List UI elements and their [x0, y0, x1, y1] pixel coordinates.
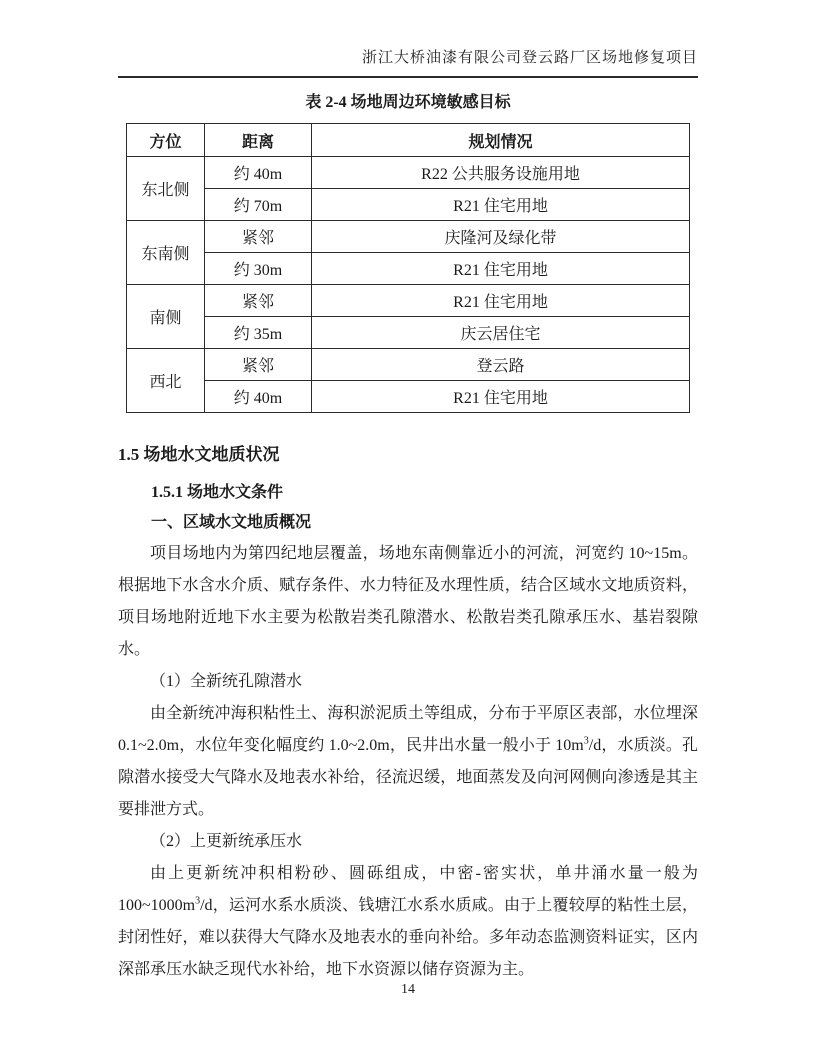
paragraph-confined-water	[118, 858, 698, 986]
planning-cell: R22 公共服务设施用地	[312, 157, 690, 189]
table-row	[127, 349, 690, 381]
table-caption: 表 2-4 场地周边环境敏感目标	[305, 94, 511, 111]
superscript: 3	[195, 895, 201, 907]
paragraph-text: /d，运河水系水质淡、钱塘江水系水质咸。由于上覆较厚的粘性土层，封闭性好，难以获得大气降水及地表水的垂向补给。多年动态监测资料证实，区内深部承压水缺乏现代水补给，地下水资源以储存资源为主。	[118, 897, 698, 978]
direction-cell: 东南侧	[127, 221, 205, 285]
table-row	[127, 285, 690, 317]
page-number: 14	[401, 982, 415, 997]
list-item-title-phreatic-water: （1）全新统孔隙潜水	[150, 673, 303, 690]
distance-cell: 约 40m	[205, 157, 312, 189]
section-heading-1-5: 1.5 场地水文地质状况	[118, 445, 280, 464]
planning-cell: 登云路	[312, 349, 690, 381]
direction-cell: 西北	[127, 349, 205, 413]
planning-cell: R21 住宅用地	[312, 381, 690, 413]
distance-cell: 约 70m	[205, 189, 312, 221]
distance-cell: 紧邻	[205, 285, 312, 317]
planning-cell: 庆云居住宅	[312, 317, 690, 349]
paragraph-text: /d，水质淡。孔隙潜水接受大气降水及地表水补给，径流迟缓，地面蒸发及向河网侧向渗透是其主要排泄方式。	[118, 737, 699, 818]
subsection-heading-regional-hydrogeology: 一、区域水文地质概况	[151, 514, 312, 531]
distance-cell: 约 35m	[205, 317, 312, 349]
table-row	[127, 253, 690, 285]
table-row	[127, 381, 690, 413]
table-header-row	[127, 124, 690, 157]
page-header	[118, 0, 698, 78]
paragraph-text: 由全新统冲海积粘性土、海积淤泥质土等组成，分布于平原区表部，水位埋深 0.1~2.0m，水位年变化幅度约 1.0~2.0m，民井出水量一般小于 10m	[118, 705, 698, 754]
col-header-direction: 方位	[127, 124, 205, 157]
distance-cell: 约 40m	[205, 381, 312, 413]
distance-cell: 约 30m	[205, 253, 312, 285]
table-row	[127, 157, 690, 189]
sensitive-targets-table	[126, 123, 690, 413]
col-header-planning: 规划情况	[312, 124, 690, 157]
planning-cell: R21 住宅用地	[312, 253, 690, 285]
planning-cell: R21 住宅用地	[312, 189, 690, 221]
paragraph-overview: 项目场地内为第四纪地层覆盖，场地东南侧靠近小的河流，河宽约 10~15m。根据地下水含水介质、赋存条件、水力特征及水理性质，结合区域水文地质资料，项目场地附近地下水主要为松散岩类孔隙潜水、松散岩类孔隙承压水、基岩裂隙水。	[118, 545, 698, 658]
list-item-title-confined-water: （2）上更新统承压水	[150, 833, 303, 850]
section-heading-1-5-1: 1.5.1 场地水文条件	[151, 484, 284, 501]
paragraph-phreatic-water	[118, 698, 698, 826]
superscript: 3	[583, 735, 589, 747]
direction-cell: 南侧	[127, 285, 205, 349]
distance-cell: 紧邻	[205, 221, 312, 253]
planning-cell: R21 住宅用地	[312, 285, 690, 317]
table-row	[127, 189, 690, 221]
direction-cell: 东北侧	[127, 157, 205, 221]
table-row	[127, 221, 690, 253]
header-divider	[118, 76, 698, 78]
paragraph-text: 由上更新统冲积相粉砂、圆砾组成，中密-密实状，单井涌水量一般为 100~1000m	[118, 865, 698, 914]
header-title: 浙江大桥油漆有限公司登云路厂区场地修复项目	[361, 50, 698, 66]
col-header-distance: 距离	[205, 124, 312, 157]
table-row	[127, 317, 690, 349]
distance-cell: 紧邻	[205, 349, 312, 381]
planning-cell: 庆隆河及绿化带	[312, 221, 690, 253]
